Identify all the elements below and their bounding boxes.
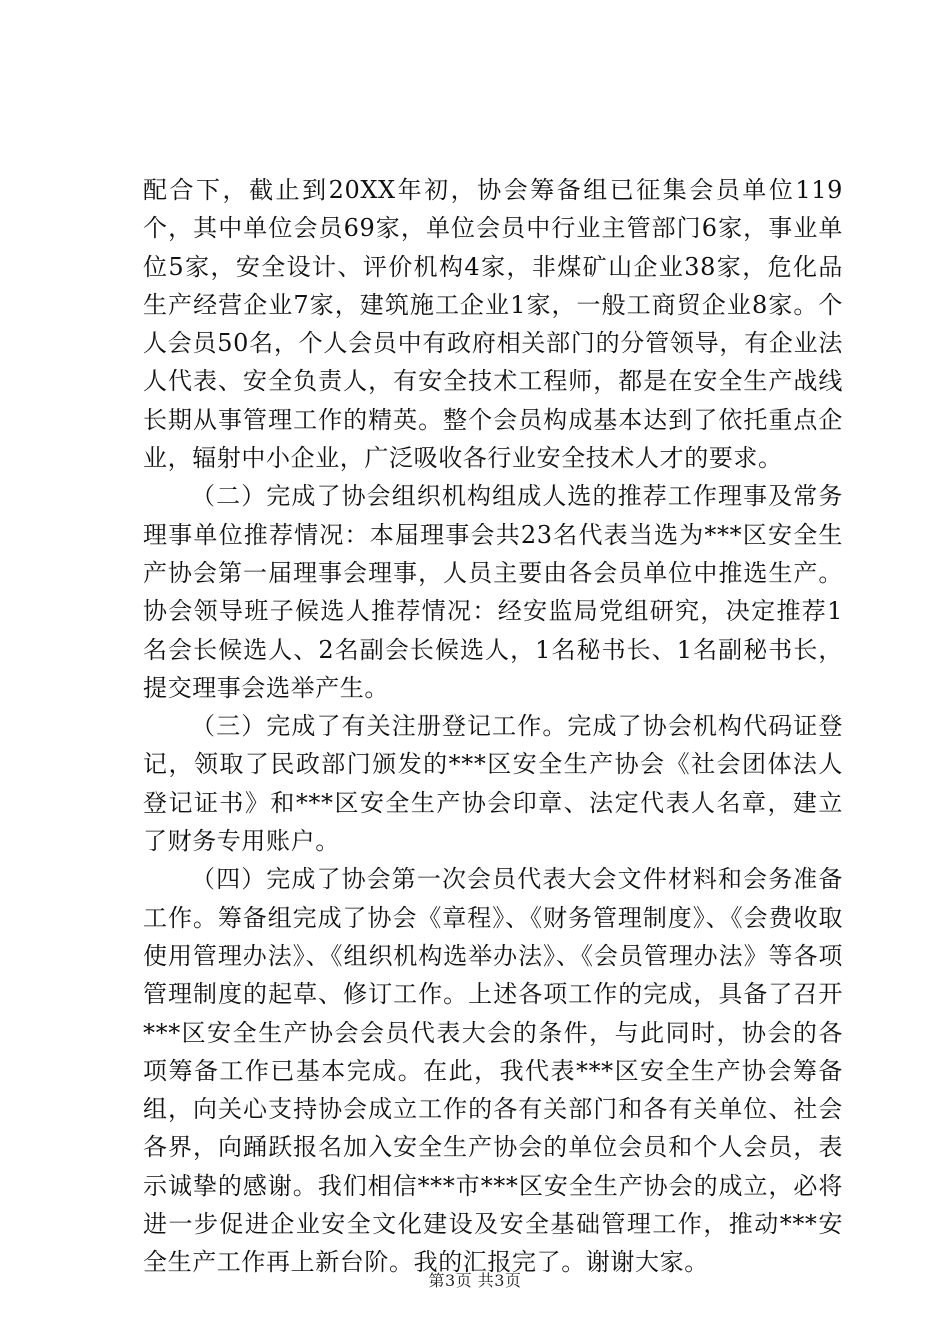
paragraph-section-four: （四）完成了协会第一次会员代表大会文件材料和会务准备工作。筹备组完成了协会《章程》、《财务管理制度》、《会费收取使用管理办法》、《组织机构选举办法》、《会员管理办法》等各项管理制度的起草、修订工作。上述各项工作的完成，具备了召开***区安全生产协会会员代表大会的条件，与此同时，协会的各项筹备工作已基本完成。在此，我代表***区安全生产协会筹备组，向关心支持协会成立工作的各有关部门和各有关单位、社会各界，向踊跃报名加入安全生产协会的单位会员和个人会员，表示诚挚的感谢。我们相信***市***区安全生产协会的成立，必将进一步促进企业安全文化建设及安全基础管理工作，推动***安全生产工作再上新台阶。我的汇报完了。谢谢大家。 [143, 865, 843, 1277]
paragraph-section-two: （二）完成了协会组织机构组成人选的推荐工作理事及常务理事单位推荐情况：本届理事会共23名代表当选为***区安全生产协会第一届理事会理事，人员主要由各会员单位中推选生产。协会领导班子候选人推荐情况：经安监局党组研究，决定推荐1名会长候选人、2名副会长候选人，1名秘书长、1名副秘书长，提交理事会选举产生。 [143, 482, 843, 702]
page-number-footer: 第3页 共3页 [428, 1271, 522, 1290]
paragraph-section-three: （三）完成了有关注册登记工作。完成了协会机构代码证登记，领取了民政部门颁发的***区安全生产协会《社会团体法人登记证书》和***区安全生产协会印章、法定代表人名章，建立了财务专用账户。 [143, 712, 843, 856]
paragraph-continuation: 配合下，截止到20XX年初，协会筹备组已征集会员单位119个，其中单位会员69家，单位会员中行业主管部门6家，事业单位5家，安全设计、评价机构4家，非煤矿山企业38家，危化品生产经营企业7家，建筑施工企业1家，一般工商贸企业8家。个人会员50名，个人会员中有政府相关部门的分管领导，有企业法人代表、安全负责人，有安全技术工程师，都是在安全生产战线长期从事管理工作的精英。整个会员构成基本达到了依托重点企业，辐射中小企业，广泛吸收各行业安全技术人才的要求。 [143, 176, 843, 473]
body-text [143, 171, 843, 1282]
